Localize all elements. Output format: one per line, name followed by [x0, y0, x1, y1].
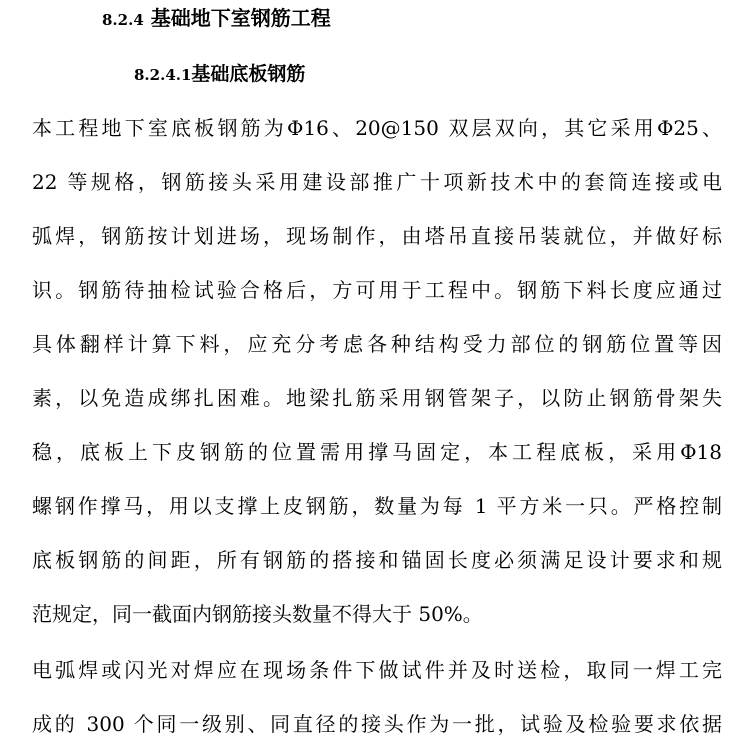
text-line: 底板钢筋的间距，所有钢筋的搭接和锚固长度必须满足设计要求和规 — [32, 548, 722, 572]
text-line: 素，以免造成绑扎困难。地梁扎筋采用钢管架子，以防止钢筋骨架失 — [32, 386, 722, 410]
text-line: 稳，底板上下皮钢筋的位置需用撑马固定，本工程底板，采用Φ18 — [32, 440, 722, 464]
subsection-heading — [134, 58, 305, 91]
section-heading — [102, 2, 331, 36]
section-title: 基础地下室钢筋工程 — [150, 6, 331, 30]
subsection-number: 8.2.4.1 — [134, 66, 192, 84]
text-line: 电弧焊或闪光对焊应在现场条件下做试件并及时送检，取同一焊工完 — [32, 658, 722, 682]
section-number: 8.2.4 — [102, 11, 144, 29]
text-line: 具体翻样计算下料，应充分考虑各种结构受力部位的钢筋位置等因 — [32, 332, 722, 356]
text-line: 螺钢作撑马，用以支撑上皮钢筋，数量为每 1 平方米一只。严格控制 — [32, 494, 722, 518]
text-line: 识。钢筋待抽检试验合格后，方可用于工程中。钢筋下料长度应通过 — [32, 278, 722, 302]
text-line: 本工程地下室底板钢筋为Φ16、20@150 双层双向，其它采用Φ25、 — [32, 116, 722, 140]
text-line: 22 等规格，钢筋接头采用建设部推广十项新技术中的套筒连接或电 — [32, 170, 722, 194]
text-line: 弧焊，钢筋按计划进场，现场制作，由塔吊直接吊装就位，并做好标 — [32, 224, 722, 248]
subsection-title: 基础底板钢筋 — [191, 63, 306, 85]
text-line: 成的 300 个同一级别、同直径的接头作为一批，试验及检验要求依据 — [32, 712, 722, 736]
text-line: 范规定，同一截面内钢筋接头数量不得大于 50%。 — [32, 602, 483, 626]
